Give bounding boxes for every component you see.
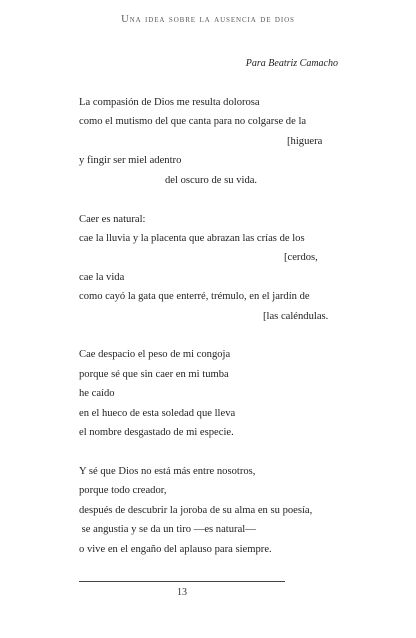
footer-rule: [79, 581, 285, 582]
verse-line: he caído: [79, 388, 115, 400]
stanza-2: [79, 210, 356, 326]
verse-line: Y sé que Dios no está más entre nosotros,: [79, 466, 256, 478]
verse-line: se angustia y se da un tiro —es natural—: [79, 524, 256, 536]
verse-line: La compasión de Dios me resulta dolorosa: [79, 97, 260, 108]
verse-line: como el mutismo del que canta para no colgarse de la: [79, 116, 307, 128]
verse-line: y fingir ser miel adentro: [79, 155, 182, 167]
verse-line-continuation: [higuera: [287, 135, 323, 147]
poem-body: [79, 93, 356, 559]
stanza-3: [79, 345, 356, 442]
stanza-break: [79, 442, 356, 462]
verse-line: en el hueco de esta soledad que lleva: [79, 407, 236, 419]
verse-line: o vive en el engaño del aplauso para siempre.: [79, 543, 272, 555]
verse-line: después de descubrir la joroba de su alma en su poesía,: [79, 504, 313, 516]
dedication: Para Beatriz Camacho: [245, 58, 338, 69]
verse-line: Cae despacio el peso de mi congoja: [79, 349, 231, 361]
running-title: Una idea sobre la ausencia de dios: [121, 14, 295, 25]
verse-line: Caer es natural:: [79, 213, 146, 225]
verse-line-continuation: [cerdos,: [284, 252, 318, 264]
verse-line: el nombre desgastado de mi especie.: [79, 427, 234, 439]
verse-line: como cayó la gata que enterré, trémulo, en el jardín de: [79, 291, 310, 303]
verse-line: cae la vida: [79, 271, 125, 283]
stanza-4: [79, 462, 356, 559]
verse-line-indented: del oscuro de su vida.: [165, 174, 258, 186]
stanza-break: [79, 190, 356, 210]
page-number: 13: [177, 587, 187, 598]
stanza-1: [79, 93, 356, 190]
verse-line: cae la lluvia y la placenta que abrazan las crías de los: [79, 232, 305, 244]
verse-line-continuation: [las caléndulas.: [263, 310, 329, 322]
verse-line: porque todo creador,: [79, 485, 167, 497]
stanza-break: [79, 326, 356, 346]
verse-line: porque sé que sin caer en mi tumba: [79, 368, 229, 380]
